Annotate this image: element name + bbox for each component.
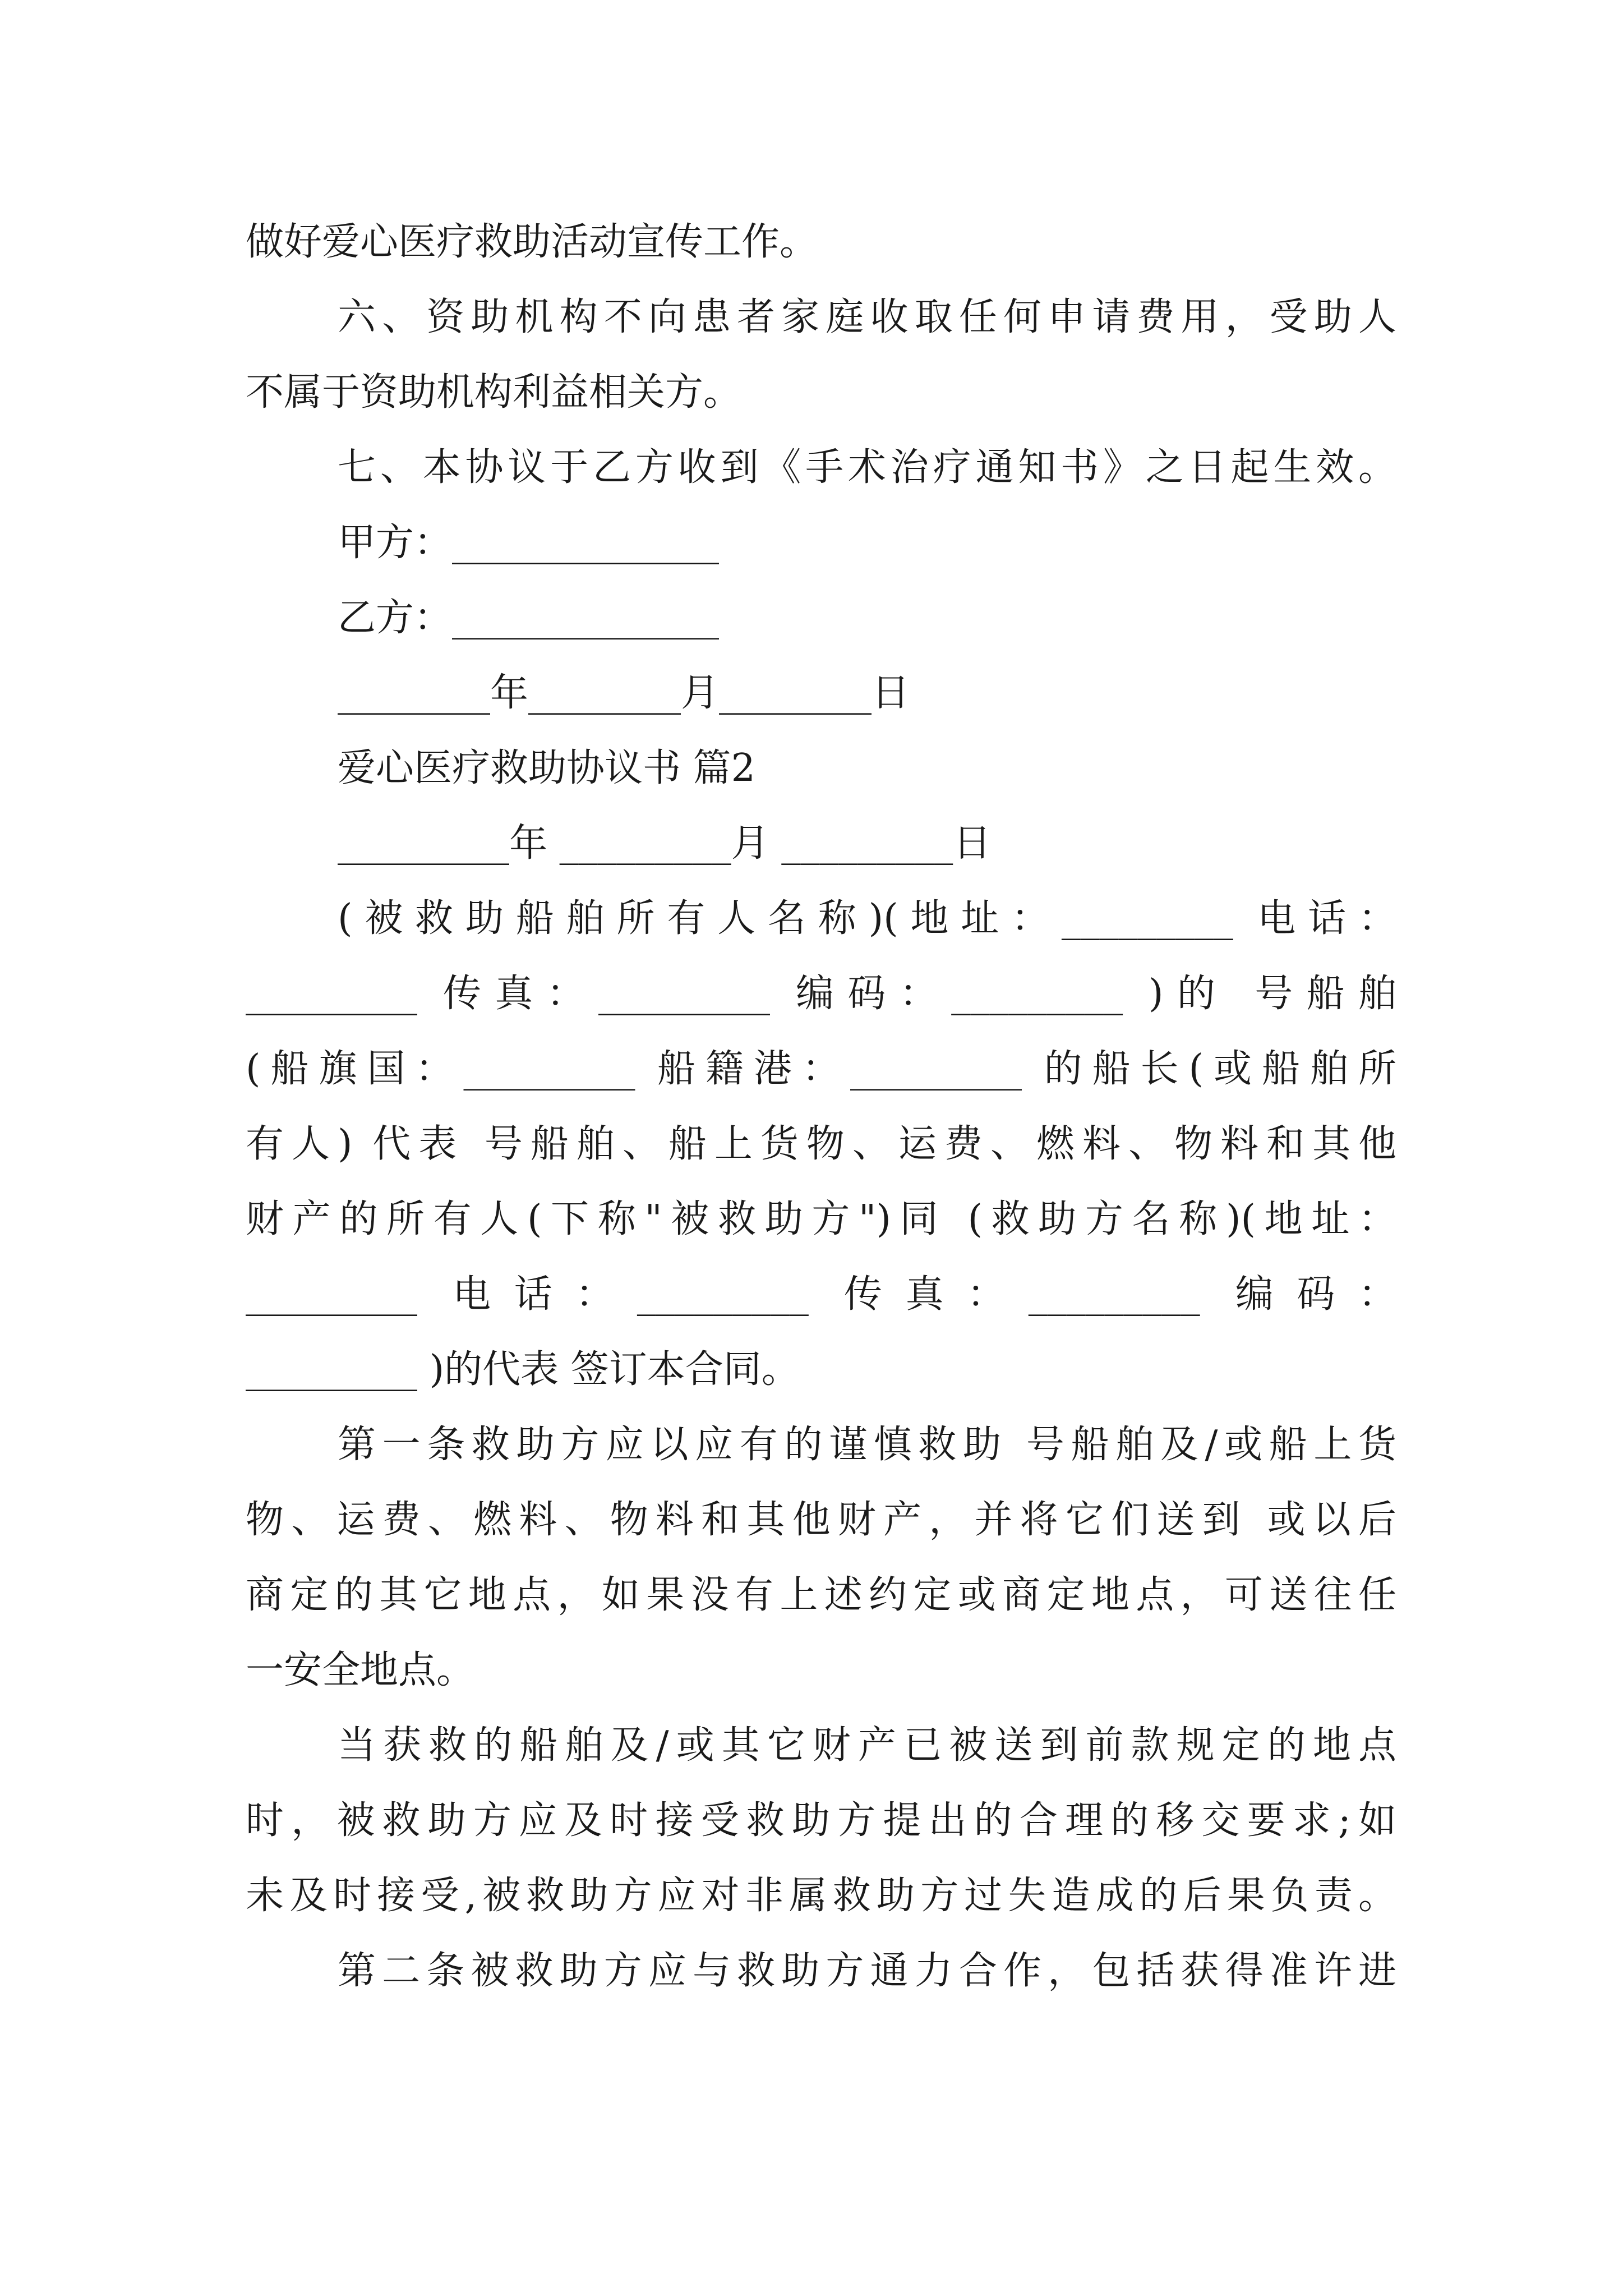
date-line: _________年 _________月 _________日: [338, 821, 992, 866]
paragraph-line: _________ 传真：_________ 编码：_________ )的 号船舶: [246, 972, 1396, 1016]
paragraph-line: 做好爱心医疗救助活动宣传工作。: [246, 220, 818, 264]
paragraph-line: 有人) 代表 号船舶、船上货物、运费、燃料、物料和其他: [246, 1122, 1396, 1166]
paragraph-line: 物、运费、燃料、物料和其他财产，并将它们送到 或以后: [246, 1498, 1396, 1542]
signature-line-party-a: 甲方：______________: [338, 521, 720, 565]
paragraph-line: 当获救的船舶及/或其它财产已被送到前款规定的地点: [338, 1723, 1396, 1768]
paragraph-line: 第二条被救助方应与救助方通力合作，包括获得准许进: [338, 1949, 1396, 1993]
date-line: ________年________月________日: [338, 671, 910, 715]
paragraph-line: 时，被救助方应及时接受救助方提出的合理的移交要求;如: [246, 1798, 1396, 1843]
paragraph-line: 六、资助机构不向患者家庭收取任何申请费用，受助人: [338, 295, 1396, 339]
paragraph-line: _________ 电话：_________ 传真：_________ 编码：: [246, 1272, 1396, 1317]
paragraph-line: 未及时接受,被救助方应对非属救助方过失造成的后果负责。: [246, 1874, 1396, 1918]
paragraph-line: 一安全地点。: [246, 1648, 475, 1692]
section-heading: 爱心医疗救助协议书 篇2: [338, 746, 755, 790]
paragraph-line: _________ )的代表 签订本合同。: [246, 1347, 800, 1392]
paragraph-line: 商定的其它地点，如果没有上述约定或商定地点，可送往任: [246, 1573, 1396, 1617]
paragraph-line: 不属于资助机构利益相关方。: [246, 370, 742, 415]
paragraph-line: (被救助船舶所有人名称)(地址：_________ 电话：: [338, 896, 1396, 941]
signature-line-party-b: 乙方：______________: [338, 596, 720, 640]
paragraph-line: 七、本协议于乙方收到《手术治疗通知书》之日起生效。: [338, 445, 1396, 490]
paragraph-line: 第一条救助方应以应有的谨慎救助 号船舶及/或船上货: [338, 1423, 1396, 1467]
paragraph-line: (船旗国：_________ 船籍港：_________ 的船长(或船舶所: [246, 1047, 1396, 1091]
paragraph-line: 财产的所有人(下称"被救助方")同 (救助方名称)(地址：: [246, 1197, 1396, 1241]
